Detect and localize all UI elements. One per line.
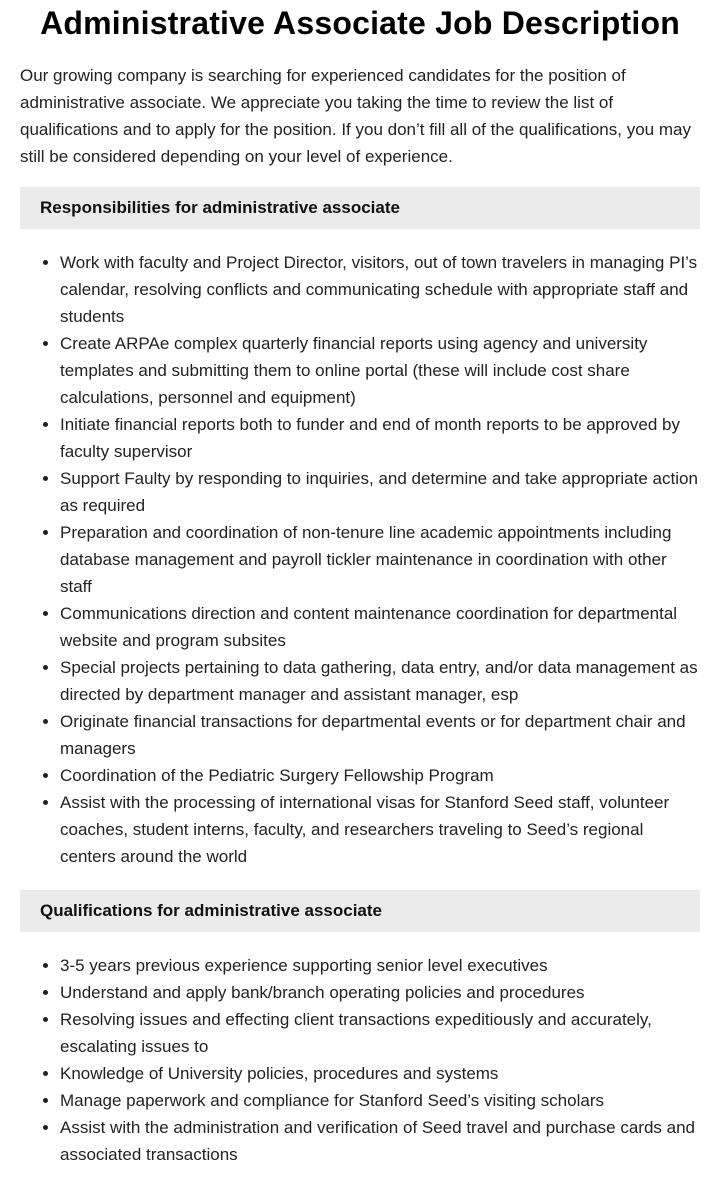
list-item: • Understand and apply bank/branch operating policies and procedures (60, 979, 700, 1006)
list-item: • 3-5 years previous experience supporting senior level executives (60, 952, 700, 979)
list-item: • Coordination of the Pediatric Surgery Fellowship Program (60, 762, 700, 789)
list-item: • Preparation and coordination of non-tenure line academic appointments including database management and payroll tickler maintenance in coordination with other staff (60, 519, 700, 600)
qualifications-heading: Qualifications for administrative associate (20, 890, 700, 932)
list-item: • Manage paperwork and compliance for Stanford Seed’s visiting scholars (60, 1087, 700, 1114)
list-item: • Special projects pertaining to data gathering, data entry, and/or data management as directed by department manager and assistant manager, esp (60, 654, 700, 708)
list-item: • Originate financial transactions for departmental events or for department chair and managers (60, 708, 700, 762)
intro-paragraph: Our growing company is searching for experienced candidates for the position of administrative associate. We appreciate you taking the time to review the list of qualifications and to apply for the position. If you don’t fill all of the qualifications, you may still be considered depending on your level of experience. (20, 66, 691, 166)
responsibilities-heading: Responsibilities for administrative associate (20, 187, 700, 229)
list-item: • Support Faulty by responding to inquiries, and determine and take appropriate action as required (60, 465, 700, 519)
list-item: • Knowledge of University policies, procedures and systems (60, 1060, 700, 1087)
list-item: • Work with faculty and Project Director, visitors, out of town travelers in managing PI’s calendar, resolving conflicts and communicating schedule with appropriate staff and students (60, 249, 700, 330)
page-title: Administrative Associate Job Description (40, 5, 680, 41)
list-item: • Create ARPAe complex quarterly financial reports using agency and university templates and submitting them to online portal (these will include cost share calculations, personnel and equipment) (60, 330, 700, 411)
list-item: • Communications direction and content maintenance coordination for departmental website and program subsites (60, 600, 700, 654)
list-item: • Initiate financial reports both to funder and end of month reports to be approved by faculty supervisor (60, 411, 700, 465)
list-item: • Resolving issues and effecting client transactions expeditiously and accurately, escalating issues to (60, 1006, 700, 1060)
responsibilities-list (20, 249, 700, 870)
list-item: • Assist with the processing of international visas for Stanford Seed staff, volunteer coaches, student interns, faculty, and researchers traveling to Seed’s regional centers around the world (60, 789, 700, 870)
list-item: • Assist with the administration and verification of Seed travel and purchase cards and associated transactions (60, 1114, 700, 1168)
qualifications-list (20, 952, 700, 1168)
